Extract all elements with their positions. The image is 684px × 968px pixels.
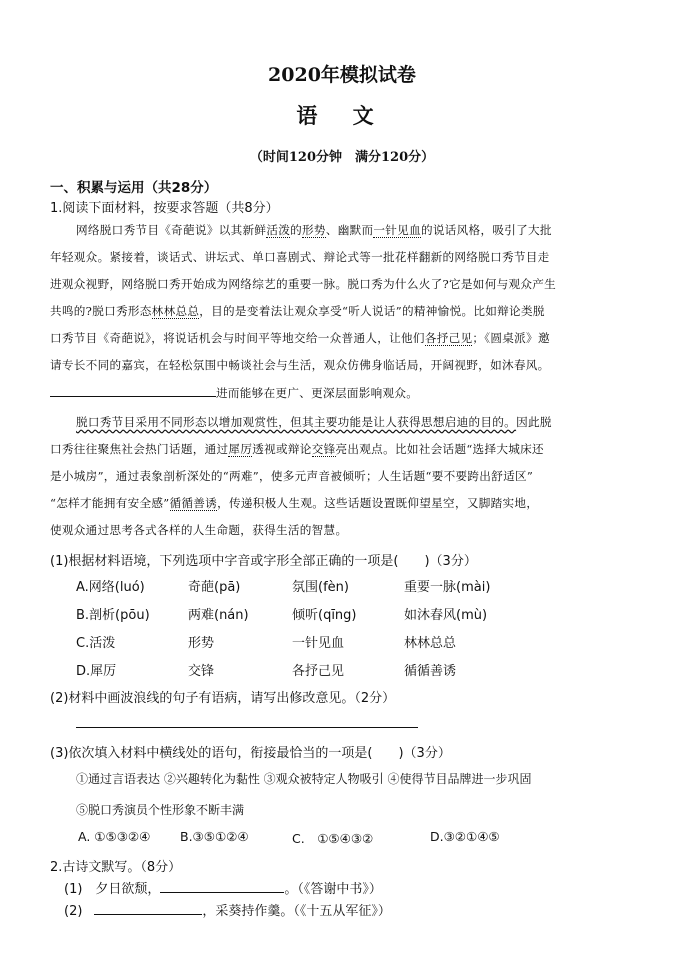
section-heading: 一、积累与运用（共28分） bbox=[50, 180, 218, 196]
option-d-1: D.犀厉 bbox=[76, 664, 117, 679]
marked-word: 各抒己见 bbox=[424, 331, 473, 345]
q2-item-2: (2) ，采葵持作羹。（《十五从军征》） bbox=[64, 904, 391, 919]
option-a-4: 重要一脉(mài) bbox=[404, 580, 491, 595]
marked-word: 活泼 bbox=[266, 223, 291, 237]
answer-line bbox=[76, 727, 418, 728]
q1-3-stem: (3)依次填入材料中横线处的语句，衔接最恰当的一项是( )（3分） bbox=[50, 746, 451, 761]
option-d-3: 各抒己见 bbox=[292, 664, 345, 679]
para1-line4: 共鸣的?脱口秀形态林林总总，目的是变着法让观众享受“听人说话”的精神愉悦。比如辩论类脱 bbox=[50, 304, 545, 318]
para2-line5: 使观众通过思考各式各样的人生命题，获得生活的智慧。 bbox=[50, 523, 348, 537]
answer-c: C. ①⑤④③② bbox=[292, 831, 374, 846]
para2-line4: “怎样才能拥有安全感”循循善诱，传递积极人生观。这些话题设置既仰望星空，又脚踏实地， bbox=[50, 496, 539, 510]
option-b-3: 倾听(qīng) bbox=[292, 608, 357, 623]
marked-word: 循循善诱 bbox=[169, 496, 218, 510]
q1-3-choices-line1: ①通过言语表达 ②兴趣转化为黏性 ③观众被特定人物吸引 ④使得节目品牌进一步巩固 bbox=[76, 772, 532, 786]
fill-blank bbox=[50, 384, 216, 397]
marked-word: 犀厉 bbox=[228, 442, 253, 456]
option-b-2: 两难(nán) bbox=[188, 608, 249, 623]
wavy-sentence: 脱口秀节目采用不同形态以增加观赏性，但其主要功能是让人获得思想启迪的目的。 bbox=[76, 415, 517, 429]
option-d-2: 交锋 bbox=[188, 664, 215, 679]
para1-line6: 请专长不同的嘉宾，在轻松氛围中畅谈社会与生活，观众仿佛身临话局，开阔视野，如沐春风。 bbox=[50, 358, 550, 372]
option-c-3: 一针见血 bbox=[292, 636, 345, 651]
answer-b: B.③⑤①②④ bbox=[180, 829, 249, 844]
option-a-2: 奇葩(pā) bbox=[188, 580, 241, 595]
exam-title: 2020年模拟试卷 bbox=[268, 64, 416, 86]
subject-title: 语 文 bbox=[296, 103, 388, 128]
option-d-4: 循循善诱 bbox=[404, 664, 457, 679]
option-a-1: A.网络(luó) bbox=[76, 580, 145, 595]
option-c-4: 林林总总 bbox=[404, 636, 457, 651]
marked-word: 林林总总 bbox=[151, 304, 200, 318]
para2-line3: 是小城房”，通过表象剖析深处的“两难”，使多元声音被倾听；人生话题“要不要跨出舒适区” bbox=[50, 469, 534, 483]
answer-a: A. ①⑤③②④ bbox=[78, 829, 151, 844]
para1-line2: 年轻观众。紧接着，谈话式、讲坛式、单口喜剧式、辩论式等一批花样翻新的网络脱口秀节目走 bbox=[50, 250, 550, 264]
fill-blank bbox=[94, 902, 202, 915]
question-1-intro: 1.阅读下面材料，按要求答题（共8分） bbox=[50, 201, 279, 216]
marked-word: 一针见血 bbox=[373, 223, 421, 237]
para1-line1: 网络脱口秀节目《奇葩说》以其新鲜活泼的形势、幽默而一针见血的说话风格，吸引了大批 bbox=[76, 223, 552, 237]
option-c-1: C.活泼 bbox=[76, 636, 116, 651]
exam-meta: （时间120分钟 满分120分） bbox=[249, 150, 435, 165]
question-2-stem: 2.古诗文默写。（8分） bbox=[50, 860, 182, 875]
q1-1-stem: (1)根据材料语境，下列选项中字音或字形全部正确的一项是( )（3分） bbox=[50, 554, 477, 569]
para1-line3: 进观众视野，网络脱口秀开始成为网络综艺的重要一脉。脱口秀为什么火了?它是如何与观众产生 bbox=[50, 277, 557, 291]
option-b-4: 如沐春风(mù) bbox=[404, 608, 488, 623]
para1-line7: 进而能够在更广、更深层面影响观众。 bbox=[50, 384, 640, 401]
answer-d: D.③②①④⑤ bbox=[430, 829, 500, 844]
fill-blank bbox=[160, 880, 284, 893]
option-c-2: 形势 bbox=[188, 636, 215, 651]
para2-line2: 口秀往往聚焦社会热门话题，通过犀厉透视或辩论交锋亮出观点。比如社会话题“选择大城床还 bbox=[50, 442, 544, 456]
option-a-3: 氛围(fèn) bbox=[292, 580, 349, 595]
q1-2-stem: (2)材料中画波浪线的句子有语病，请写出修改意见。（2分） bbox=[50, 691, 396, 706]
q1-3-choices-line2: ⑤脱口秀演员个性形象不断丰满 bbox=[76, 803, 245, 817]
para2-line1: 脱口秀节目采用不同形态以增加观赏性，但其主要功能是让人获得思想启迪的目的。因此脱 bbox=[76, 415, 552, 429]
q2-item-1: (1) 夕日欲颓， 。（《答谢中书》） bbox=[64, 882, 382, 897]
option-b-1: B.剖析(pōu) bbox=[76, 608, 150, 623]
marked-word: 形势 bbox=[302, 223, 326, 237]
marked-word: 交锋 bbox=[311, 442, 336, 456]
para1-line5: 口秀节目《奇葩说》，将说话机会与时间平等地交给一众普通人，让他们各抒己见；《圆桌派》邀 bbox=[50, 331, 550, 345]
